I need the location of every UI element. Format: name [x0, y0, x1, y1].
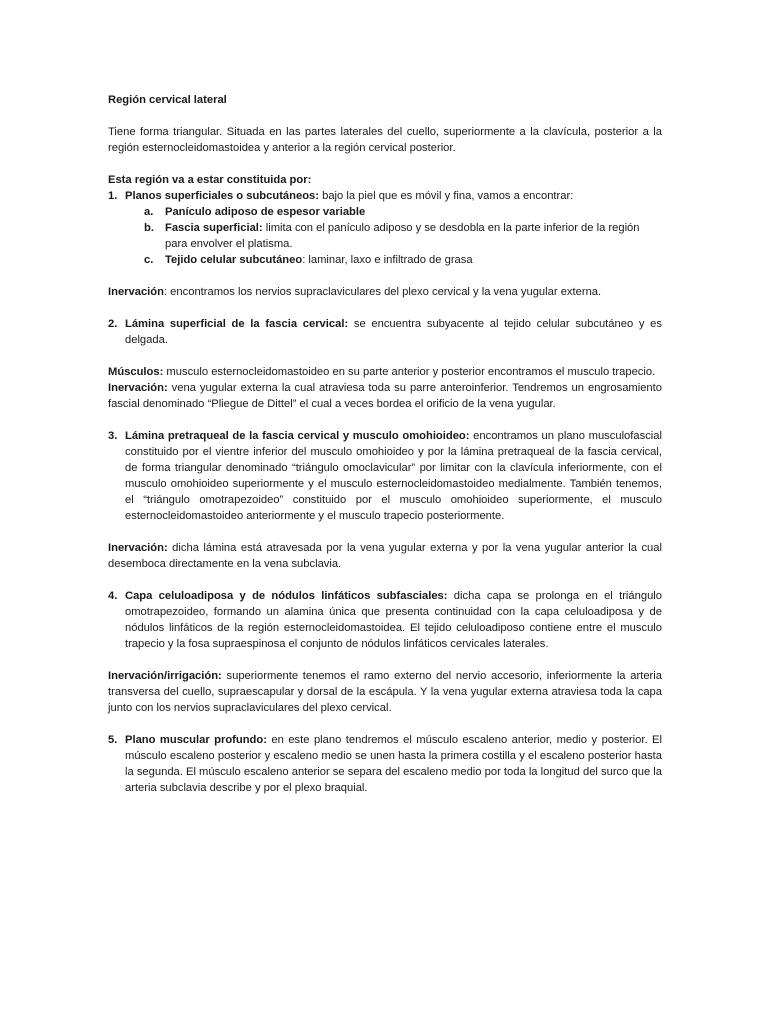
- intro-paragraph: Tiene forma triangular. Situada en las partes laterales del cuello, superiormente a la clavícula, posterior a la región esternocleidomastoidea y anterior a la región cervical posterior.: [108, 126, 662, 154]
- innervation-paragraph-2: Inervación: vena yugular externa la cual atraviesa toda su parre anteroinferior. Tendremos un engrosamiento fascial denominado “Pliegue de Dittel” el cual a veces bordea el orificio de la vena yugular.: [108, 382, 662, 410]
- subitem-c: [108, 252, 662, 268]
- section-number: 3.: [108, 430, 118, 442]
- subitem-letter: b.: [144, 222, 154, 234]
- section-5: [108, 732, 662, 796]
- subitem-a: [108, 204, 662, 220]
- subitem-text: limita con el panículo adiposo y se desdobla en la parte inferior de la región para envolver el platisma.: [165, 222, 640, 250]
- section-text: se encuentra subyacente al tejido celular subcutáneo y es delgada.: [125, 318, 662, 346]
- section-4: [108, 588, 662, 652]
- muscles-paragraph: Músculos: musculo esternocleidomastoideo en su parte anterior y posterior encontramos el musculo trapecio.: [108, 366, 656, 378]
- section-number: 1.: [108, 190, 118, 202]
- section-1: [108, 188, 662, 204]
- document-title: Región cervical lateral: [108, 94, 227, 106]
- section-heading: Lámina pretraqueal de la fascia cervical y musculo omohioideo:: [125, 430, 470, 442]
- section-text: en este plano tendremos el músculo escaleno anterior, medio y posterior. El músculo escaleno posterior y escaleno medio se unen hasta la primera costilla y el escaleno posterior hasta la segunda. El músculo escaleno anterior se separa del escaleno medio por toda la longitud del surco que la arteria subclavia describe y por el plexo braquial.: [125, 734, 662, 794]
- subitem-letter: a.: [144, 206, 154, 218]
- innervation-irrigation-paragraph: Inervación/irrigación: superiormente tenemos el ramo externo del nervio accesorio, inferiormente la arteria transversa del cuello, supraescapular y dorsal de la escápula. Y la vena yugular externa atraviesa toda la capa junto con los nervios supraclaviculares del plexo cervical.: [108, 670, 662, 714]
- section-text: bajo la piel que es móvil y fina, vamos a encontrar:: [318, 190, 574, 202]
- section-number: 5.: [108, 734, 118, 746]
- subitem-b: [108, 220, 662, 252]
- section-2: [108, 316, 662, 348]
- section-heading: Planos superficiales o subcutáneos:: [125, 190, 319, 202]
- lead-line: Esta región va a estar constituida por:: [108, 174, 312, 186]
- subitem-heading: Fascia superficial:: [165, 222, 263, 234]
- section-number: 4.: [108, 590, 118, 602]
- section-number: 2.: [108, 318, 118, 330]
- subitem-text: : laminar, laxo e infiltrado de grasa: [302, 254, 473, 266]
- section-3: [108, 428, 662, 524]
- section-text: encontramos un plano musculofascial constituido por el vientre inferior del musculo omohioideo y por la lámina pretraqueal de la fascia cervical, de forma triangular denominado “triángulo omoclavicular” por limitar con la clavícula inferiormente, con el musculo omohioideo superiormente y el musculo esternocleidomastoideo medialmente. También tenemos, el “triángulo omotrapezoideo” constituido por el musculo omohioideo superiormente, el musculo esternocleidomastoideo anteriormente y el musculo trapecio posteriormente.: [125, 430, 662, 522]
- section-text: dicha capa se prolonga en el triángulo omotrapezoideo, formando un alamina única que presenta continuidad con la capa celuloadiposa y de nódulos linfáticos de la región esternocleidomastoidea. El tejido celuloadiposo contiene entre el musculo trapecio y la fosa supraespinosa el conjunto de nódulos linfáticos cervicales laterales.: [125, 590, 663, 650]
- section-heading: Lámina superficial de la fascia cervical:: [125, 318, 349, 330]
- subitem-heading: Panículo adiposo de espesor variable: [165, 206, 366, 218]
- innervation-paragraph-3: Inervación: dicha lámina está atravesada por la vena yugular externa y por la vena yugular anterior la cual desemboca directamente en la vena subclavia.: [108, 542, 662, 570]
- subitem-letter: c.: [144, 254, 154, 266]
- subitem-heading: Tejido celular subcutáneo: [165, 254, 303, 266]
- section-heading: Capa celuloadiposa y de nódulos linfáticos subfasciales:: [125, 590, 448, 602]
- innervation-paragraph-1: Inervación: encontramos los nervios supraclaviculares del plexo cervical y la vena yugular externa.: [108, 286, 602, 298]
- section-heading: Plano muscular profundo:: [125, 734, 267, 746]
